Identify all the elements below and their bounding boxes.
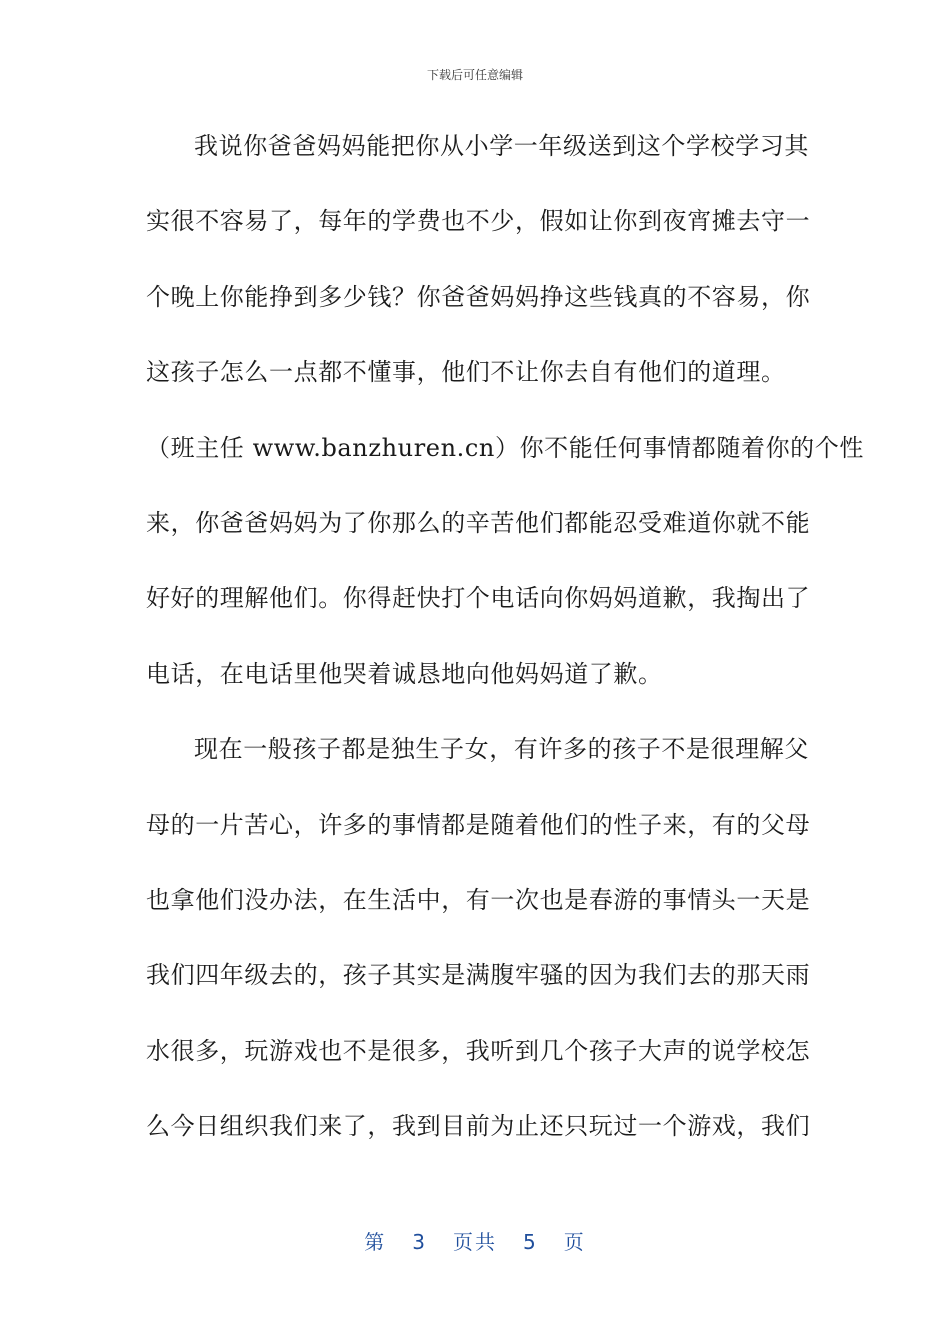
text-line: （班主任 www.banzhuren.cn）你不能任何事情都随着你的个性	[146, 433, 864, 462]
page-footer	[0, 1226, 950, 1255]
total-pages-number: 5	[523, 1230, 538, 1254]
text-line: 么今日组织我们来了，我到目前为止还只玩过一个游戏，我们	[146, 1112, 811, 1141]
text-line: 我们四年级去的，孩子其实是满腹牢骚的因为我们去的那天雨	[146, 961, 811, 990]
text-line: 电话，在电话里他哭着诚恳地向他妈妈道了歉。	[146, 659, 663, 688]
text-line: 这孩子怎么一点都不懂事，他们不让你去自有他们的道理。	[146, 358, 786, 387]
current-page-number: 3	[412, 1230, 427, 1254]
text-line: 水很多，玩游戏也不是很多，我听到几个孩子大声的说学校怎	[146, 1036, 811, 1065]
text-line: 个晚上你能挣到多少钱？你爸爸妈妈挣这些钱真的不容易，你	[146, 282, 811, 311]
text-line: 我说你爸爸妈妈能把你从小学一年级送到这个学校学习其	[194, 132, 809, 160]
document-body	[146, 128, 864, 1183]
text-line: 好好的理解他们。你得赶快打个电话向你妈妈道歉，我掏出了	[146, 584, 811, 613]
text-line: 现在一般孩子都是独生子女，有许多的孩子不是很理解父	[194, 735, 809, 764]
text-line: 实很不容易了，每年的学费也不少，假如让你到夜宵摊去守一	[146, 207, 811, 236]
text-line: 来，你爸爸妈妈为了你那么的辛苦他们都能忍受难道你就不能	[146, 508, 811, 537]
footer-prefix: 第	[364, 1230, 387, 1254]
footer-middle: 页共	[453, 1230, 497, 1254]
text-line: 也拿他们没办法，在生活中，有一次也是春游的事情头一天是	[146, 885, 811, 914]
page-header: 下载后可任意编辑	[426, 68, 523, 82]
text-line: 母的一片苦心，许多的事情都是随着他们的性子来，有的父母	[146, 810, 811, 839]
footer-suffix: 页	[563, 1230, 586, 1254]
